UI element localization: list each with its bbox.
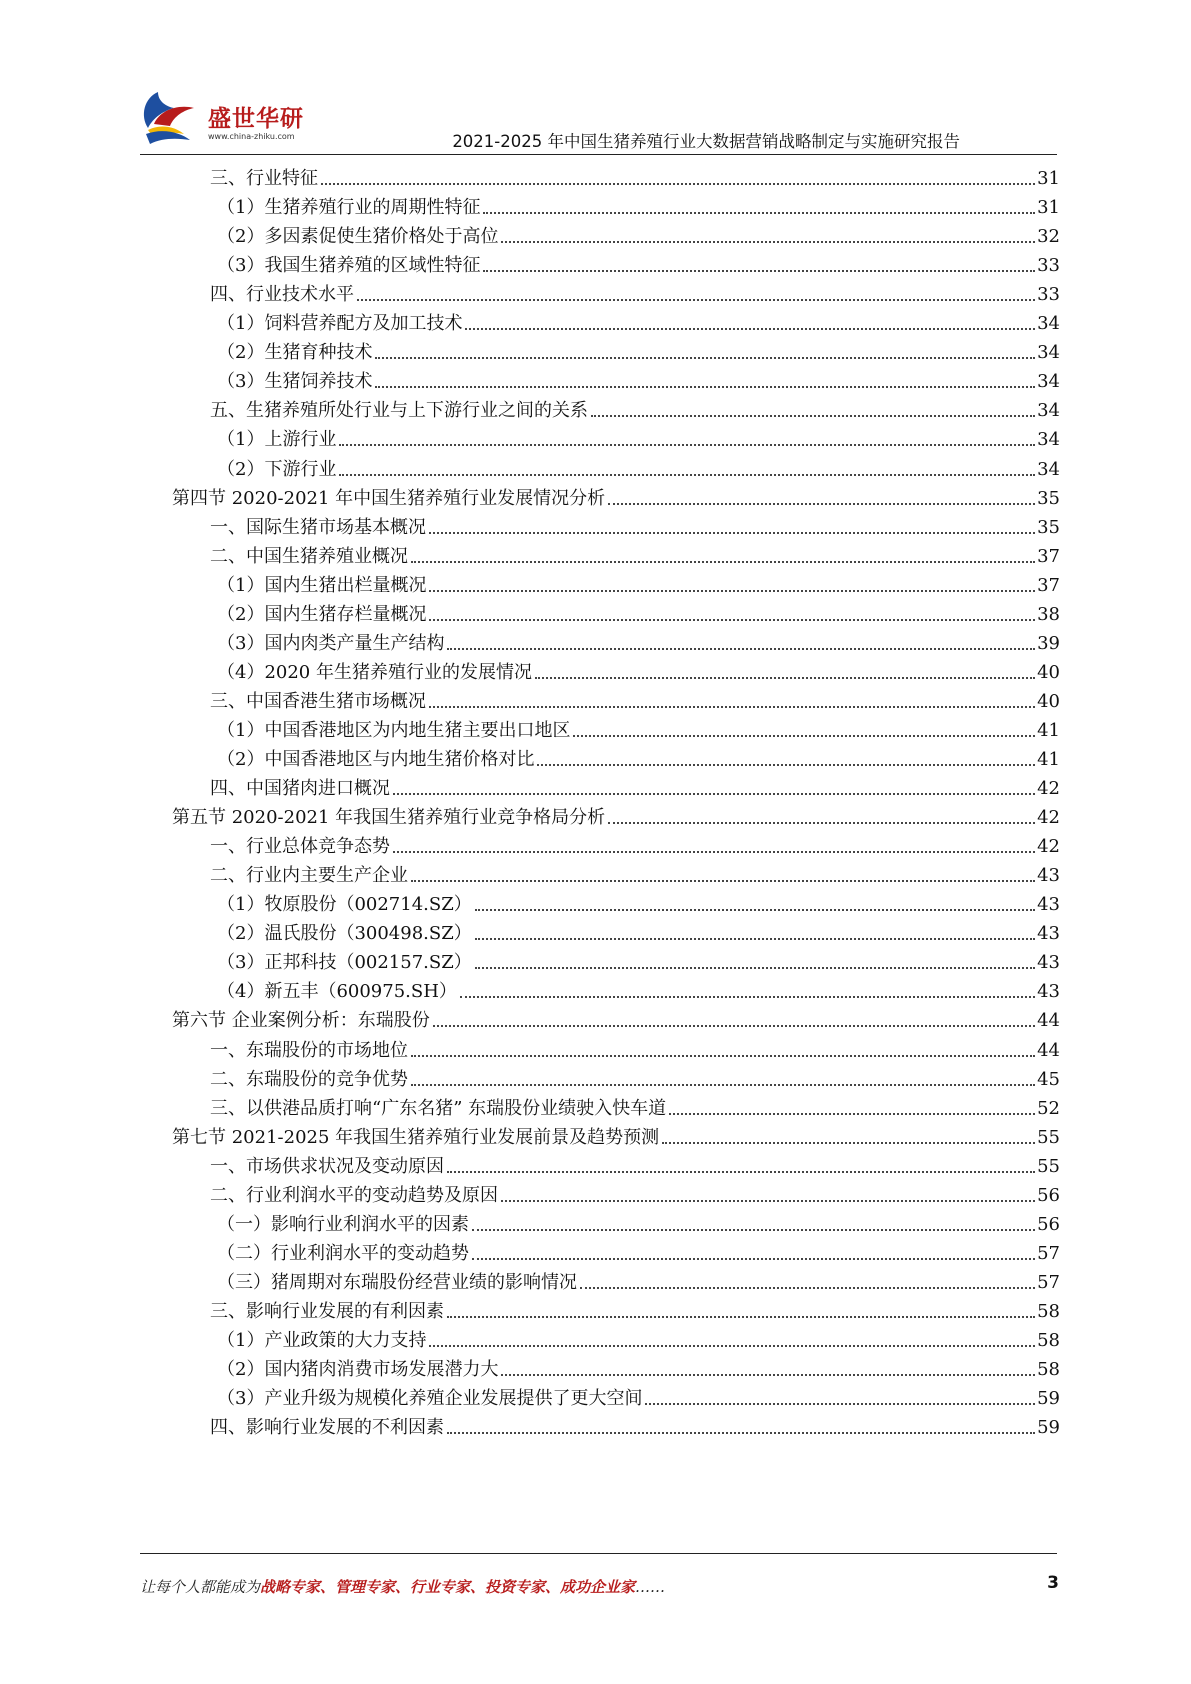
toc-entry-page: 43 bbox=[1037, 894, 1060, 915]
toc-entry[interactable] bbox=[210, 1061, 1060, 1092]
toc-entry[interactable] bbox=[217, 1351, 1060, 1382]
toc-dot-leader bbox=[339, 473, 1035, 476]
toc-entry-page: 34 bbox=[1037, 371, 1060, 392]
toc-dot-leader bbox=[608, 502, 1035, 505]
toc-entry-page: 42 bbox=[1037, 778, 1060, 799]
toc-dot-leader bbox=[608, 821, 1035, 824]
toc-dot-leader bbox=[483, 211, 1035, 214]
toc-entry-page: 56 bbox=[1037, 1214, 1060, 1235]
toc-entry-page: 39 bbox=[1037, 633, 1060, 654]
toc-entry-page: 42 bbox=[1037, 836, 1060, 857]
toc-entry[interactable] bbox=[217, 334, 1060, 365]
toc-entry-page: 32 bbox=[1037, 226, 1060, 247]
toc-entry-label: （3）生猪饲养技术 bbox=[217, 371, 373, 392]
toc-dot-leader bbox=[483, 269, 1035, 272]
toc-entry-page: 55 bbox=[1037, 1156, 1060, 1177]
toc-dot-leader bbox=[447, 647, 1035, 650]
toc-entry[interactable] bbox=[210, 1409, 1060, 1440]
toc-dot-leader bbox=[475, 966, 1035, 969]
toc-entry-page: 31 bbox=[1037, 197, 1060, 218]
toc-entry-page: 34 bbox=[1037, 400, 1060, 421]
toc-entry-page: 43 bbox=[1037, 981, 1060, 1002]
toc-entry-label: （1）产业政策的大力支持 bbox=[217, 1330, 427, 1351]
toc-entry-label: 二、中国生猪养殖业概况 bbox=[210, 546, 408, 567]
toc-entry[interactable] bbox=[210, 509, 1060, 540]
toc-dot-leader bbox=[475, 908, 1035, 911]
toc-entry-label: （1）生猪养殖行业的周期性特征 bbox=[217, 197, 481, 218]
toc-entry-label: 二、东瑞股份的竞争优势 bbox=[210, 1069, 408, 1090]
toc-entry-label: 二、行业内主要生产企业 bbox=[210, 865, 408, 886]
toc-entry[interactable] bbox=[217, 596, 1060, 627]
toc-entry[interactable] bbox=[217, 915, 1060, 946]
toc-dot-leader bbox=[501, 1373, 1035, 1376]
toc-entry-label: （1）国内生猪出栏量概况 bbox=[217, 575, 427, 596]
toc-dot-leader bbox=[591, 414, 1035, 417]
toc-entry[interactable] bbox=[217, 741, 1060, 772]
toc-entry-page: 38 bbox=[1037, 604, 1060, 625]
footer-slogan-highlight: 战略专家、管理专家、行业专家、投资专家、成功企业家 bbox=[260, 1578, 636, 1596]
toc-entry[interactable] bbox=[217, 944, 1060, 975]
toc-dot-leader bbox=[662, 1141, 1035, 1144]
toc-dot-leader bbox=[429, 531, 1035, 534]
toc-entry-page: 35 bbox=[1037, 517, 1060, 538]
toc-entry-page: 57 bbox=[1037, 1272, 1060, 1293]
toc-entry-label: （1）牧原股份（002714.SZ） bbox=[217, 894, 472, 915]
toc-entry-label: （4）2020 年生猪养殖行业的发展情况 bbox=[217, 662, 532, 683]
toc-dot-leader bbox=[447, 1170, 1035, 1173]
toc-entry-page: 59 bbox=[1037, 1388, 1060, 1409]
toc-dot-leader bbox=[411, 1083, 1035, 1086]
toc-entry[interactable] bbox=[217, 1206, 1060, 1237]
toc-entry-label: （3）正邦科技（002157.SZ） bbox=[217, 952, 472, 973]
toc-entry[interactable] bbox=[217, 973, 1060, 1004]
toc-entry-page: 33 bbox=[1037, 255, 1060, 276]
toc-entry-page: 43 bbox=[1037, 923, 1060, 944]
toc-dot-leader bbox=[669, 1112, 1035, 1115]
toc-entry[interactable] bbox=[217, 189, 1060, 220]
toc-dot-leader bbox=[580, 1286, 1035, 1289]
toc-entry[interactable] bbox=[217, 567, 1060, 598]
toc-entry[interactable] bbox=[210, 392, 1060, 423]
toc-entry-label: （1）中国香港地区为内地生猪主要出口地区 bbox=[217, 720, 571, 741]
toc-entry[interactable] bbox=[172, 799, 1060, 830]
toc-entry[interactable] bbox=[210, 1293, 1060, 1324]
toc-dot-leader bbox=[411, 560, 1035, 563]
toc-entry-page: 58 bbox=[1037, 1330, 1060, 1351]
toc-entry[interactable] bbox=[217, 305, 1060, 336]
toc-entry[interactable] bbox=[210, 1090, 1060, 1121]
toc-entry-label: （2）中国香港地区与内地生猪价格对比 bbox=[217, 749, 535, 770]
toc-entry-label: （3）国内肉类产量生产结构 bbox=[217, 633, 445, 654]
toc-entry-page: 34 bbox=[1037, 313, 1060, 334]
toc-entry-label: 一、行业总体竞争态势 bbox=[210, 836, 390, 857]
toc-dot-leader bbox=[537, 763, 1035, 766]
toc-entry-page: 35 bbox=[1037, 488, 1060, 509]
header-divider bbox=[140, 154, 1057, 155]
toc-entry[interactable] bbox=[210, 770, 1060, 801]
toc-dot-leader bbox=[375, 356, 1035, 359]
toc-entry-label: （2）国内猪肉消费市场发展潜力大 bbox=[217, 1359, 499, 1380]
footer-slogan-suffix: …… bbox=[635, 1578, 666, 1596]
toc-entry-page: 41 bbox=[1037, 749, 1060, 770]
toc-dot-leader bbox=[411, 1054, 1035, 1057]
toc-dot-leader bbox=[535, 676, 1035, 679]
toc-entry-label: 一、市场供求状况及变动原因 bbox=[210, 1156, 444, 1177]
toc-entry-page: 44 bbox=[1037, 1010, 1060, 1031]
toc-entry-label: 第四节 2020-2021 年中国生猪养殖行业发展情况分析 bbox=[172, 488, 606, 509]
toc-entry-label: 四、行业技术水平 bbox=[210, 284, 354, 305]
page-number: 3 bbox=[1047, 1573, 1059, 1593]
footer-slogan-prefix: 让每个人都能成为 bbox=[140, 1578, 261, 1596]
toc-entry-label: 三、行业特征 bbox=[210, 168, 318, 189]
toc-entry-page: 42 bbox=[1037, 807, 1060, 828]
toc-entry[interactable] bbox=[217, 654, 1060, 685]
toc-entry-label: 二、行业利润水平的变动趋势及原因 bbox=[210, 1185, 498, 1206]
toc-dot-leader bbox=[472, 1228, 1035, 1231]
toc-entry[interactable] bbox=[217, 247, 1060, 278]
toc-entry-label: （1）上游行业 bbox=[217, 429, 337, 450]
toc-entry-label: （4）新五丰（600975.SH） bbox=[217, 981, 457, 1002]
toc-entry-label: （三）猪周期对东瑞股份经营业绩的影响情况 bbox=[217, 1272, 577, 1293]
toc-entry-label: 三、中国香港生猪市场概况 bbox=[210, 691, 426, 712]
footer-slogan bbox=[140, 1576, 665, 1597]
toc-entry-label: 五、生猪养殖所处行业与上下游行业之间的关系 bbox=[210, 400, 588, 421]
toc-entry[interactable] bbox=[210, 276, 1060, 307]
toc-dot-leader bbox=[501, 240, 1035, 243]
logo-text: 盛世华研 bbox=[208, 106, 304, 132]
toc-entry[interactable] bbox=[210, 1032, 1060, 1063]
toc-dot-leader bbox=[433, 1024, 1035, 1027]
toc-dot-leader bbox=[375, 385, 1035, 388]
toc-dot-leader bbox=[429, 589, 1035, 592]
toc-dot-leader bbox=[429, 705, 1035, 708]
toc-entry-page: 37 bbox=[1037, 546, 1060, 567]
toc-entry-page: 34 bbox=[1037, 429, 1060, 450]
toc-entry[interactable] bbox=[210, 857, 1060, 888]
toc-entry[interactable] bbox=[210, 160, 1060, 191]
toc-entry[interactable] bbox=[210, 538, 1060, 569]
toc-entry[interactable] bbox=[217, 1264, 1060, 1295]
toc-entry-label: 四、影响行业发展的不利因素 bbox=[210, 1417, 444, 1438]
toc-entry[interactable] bbox=[217, 421, 1060, 452]
toc-dot-leader bbox=[645, 1402, 1035, 1405]
toc-entry[interactable] bbox=[210, 828, 1060, 859]
toc-entry-page: 37 bbox=[1037, 575, 1060, 596]
toc-entry[interactable] bbox=[210, 1177, 1060, 1208]
toc-entry[interactable] bbox=[172, 480, 1060, 511]
toc-entry-label: （2）生猪育种技术 bbox=[217, 342, 373, 363]
toc-dot-leader bbox=[321, 182, 1035, 185]
toc-dot-leader bbox=[447, 1315, 1035, 1318]
toc-entry-page: 41 bbox=[1037, 720, 1060, 741]
toc-entry-label: （1）饲料营养配方及加工技术 bbox=[217, 313, 463, 334]
toc-entry[interactable] bbox=[217, 712, 1060, 743]
toc-entry-label: （2）下游行业 bbox=[217, 459, 337, 480]
toc-entry-page: 43 bbox=[1037, 952, 1060, 973]
toc-entry[interactable] bbox=[217, 451, 1060, 482]
toc-entry-page: 58 bbox=[1037, 1301, 1060, 1322]
toc-entry[interactable] bbox=[217, 218, 1060, 249]
toc-entry[interactable] bbox=[172, 1119, 1060, 1150]
toc-entry[interactable] bbox=[217, 1235, 1060, 1266]
toc-entry-page: 52 bbox=[1037, 1098, 1060, 1119]
toc-entry-label: 三、以供港品质打响“广东名猪” 东瑞股份业绩驶入快车道 bbox=[210, 1098, 667, 1119]
toc-entry-label: 四、中国猪肉进口概况 bbox=[210, 778, 390, 799]
toc-dot-leader bbox=[460, 995, 1035, 998]
toc-entry-label: （2）温氏股份（300498.SZ） bbox=[217, 923, 472, 944]
toc-entry-page: 45 bbox=[1037, 1069, 1060, 1090]
toc-entry[interactable] bbox=[217, 363, 1060, 394]
toc-entry-label: 一、东瑞股份的市场地位 bbox=[210, 1040, 408, 1061]
toc-entry-page: 40 bbox=[1037, 662, 1060, 683]
toc-entry[interactable] bbox=[217, 1322, 1060, 1353]
toc-dot-leader bbox=[429, 618, 1035, 621]
toc-entry-page: 40 bbox=[1037, 691, 1060, 712]
toc-dot-leader bbox=[411, 879, 1035, 882]
toc-dot-leader bbox=[573, 734, 1035, 737]
toc-dot-leader bbox=[501, 1199, 1035, 1202]
toc-entry[interactable] bbox=[210, 683, 1060, 714]
toc-entry-page: 56 bbox=[1037, 1185, 1060, 1206]
logo-emblem-icon bbox=[140, 84, 206, 146]
toc-dot-leader bbox=[393, 792, 1035, 795]
logo bbox=[140, 84, 320, 146]
toc-entry-label: （2）多因素促使生猪价格处于高位 bbox=[217, 226, 499, 247]
toc-entry-page: 59 bbox=[1037, 1417, 1060, 1438]
toc-entry-label: （3）我国生猪养殖的区域性特征 bbox=[217, 255, 481, 276]
toc-entry[interactable] bbox=[172, 1002, 1060, 1033]
toc-dot-leader bbox=[465, 327, 1035, 330]
toc-entry-page: 43 bbox=[1037, 865, 1060, 886]
toc-entry[interactable] bbox=[210, 1148, 1060, 1179]
toc-dot-leader bbox=[447, 1431, 1035, 1434]
toc-entry-page: 55 bbox=[1037, 1127, 1060, 1148]
toc-entry-page: 58 bbox=[1037, 1359, 1060, 1380]
document-title: 2021-2025 年中国生猪养殖行业大数据营销战略制定与实施研究报告 bbox=[452, 132, 960, 151]
toc-entry-label: （3）产业升级为规模化养殖企业发展提供了更大空间 bbox=[217, 1388, 643, 1409]
toc-dot-leader bbox=[393, 850, 1035, 853]
toc-entry-page: 33 bbox=[1037, 284, 1060, 305]
toc-entry-label: 第七节 2021-2025 年我国生猪养殖行业发展前景及趋势预测 bbox=[172, 1127, 660, 1148]
toc-dot-leader bbox=[472, 1257, 1035, 1260]
toc-entry-label: 一、国际生猪市场基本概况 bbox=[210, 517, 426, 538]
toc-entry-page: 44 bbox=[1037, 1040, 1060, 1061]
toc-dot-leader bbox=[429, 1344, 1035, 1347]
toc-entry-label: 第五节 2020-2021 年我国生猪养殖行业竞争格局分析 bbox=[172, 807, 606, 828]
toc-dot-leader bbox=[357, 298, 1035, 301]
toc-entry-page: 57 bbox=[1037, 1243, 1060, 1264]
footer-divider bbox=[140, 1553, 1057, 1554]
toc-entry-label: 第六节 企业案例分析：东瑞股份 bbox=[172, 1010, 430, 1031]
toc-entry-label: 三、影响行业发展的有利因素 bbox=[210, 1301, 444, 1322]
toc-entry-label: （一）影响行业利润水平的因素 bbox=[217, 1214, 469, 1235]
toc-entry-label: （2）国内生猪存栏量概况 bbox=[217, 604, 427, 625]
toc-entry[interactable] bbox=[217, 1380, 1060, 1411]
logo-url: www.china-zhiku.com bbox=[208, 132, 295, 141]
toc-dot-leader bbox=[339, 443, 1035, 446]
toc-entry[interactable] bbox=[217, 625, 1060, 656]
toc-dot-leader bbox=[475, 937, 1035, 940]
toc-entry-page: 31 bbox=[1037, 168, 1060, 189]
toc-entry-page: 34 bbox=[1037, 342, 1060, 363]
toc-entry[interactable] bbox=[217, 886, 1060, 917]
toc-entry-page: 34 bbox=[1037, 459, 1060, 480]
toc-entry-label: （二）行业利润水平的变动趋势 bbox=[217, 1243, 469, 1264]
